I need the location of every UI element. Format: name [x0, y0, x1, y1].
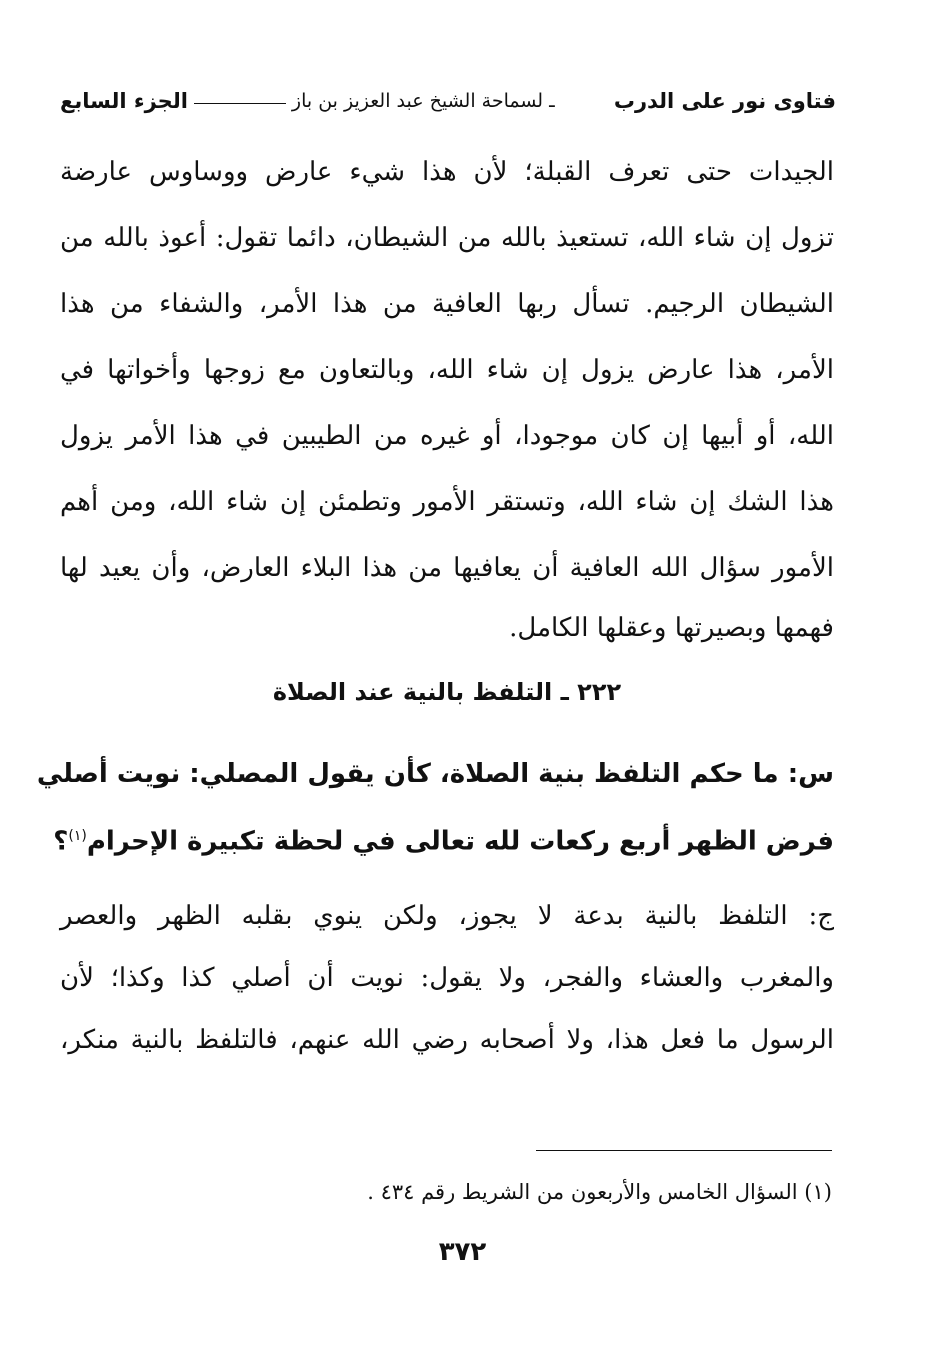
- body-line: هذا الشك إن شاء الله، وتستقر الأمور وتطمئن إن شاء الله، ومن أهم: [60, 487, 834, 517]
- footnote-separator: [536, 1150, 832, 1151]
- footnote: (١) السؤال الخامس والأربعون من الشريط رقم ٤٣٤ .: [367, 1180, 832, 1204]
- answer-line: ج: التلفظ بالنية بدعة لا يجوز، ولكن ينوي بقلبه الظهر والعصر: [60, 901, 834, 931]
- header-rule: [194, 103, 286, 104]
- answer-line: الرسول ما فعل هذا، ولا أصحابه رضي الله عنهم، فالتلفظ بالنية منكر،: [60, 1025, 834, 1055]
- question-text: فرض الظهر أربع ركعات لله تعالى في لحظة تكبيرة الإحرام: [86, 826, 834, 857]
- body-line: الجيدات حتى تعرف القبلة؛ لأن هذا شيء عارض ووساوس عارضة: [60, 157, 834, 187]
- section-title: ـ التلفظ بالنية عند الصلاة: [272, 678, 569, 706]
- body-line: الأمر، هذا عارض يزول إن شاء الله، وبالتعاون مع زوجها وأخواتها في: [60, 355, 834, 385]
- section-heading: [60, 672, 834, 712]
- running-header: [60, 84, 836, 118]
- question-line: س: ما حكم التلفظ بنية الصلاة، كأن يقول المصلي: نويت أصلي: [36, 759, 834, 789]
- answer-line: والمغرب والعشاء والفجر، ولا يقول: نويت أن أصلي كذا وكذا؛ لأن: [60, 963, 834, 993]
- author-name: ـ لسماحة الشيخ عبد العزيز بن باز: [291, 90, 555, 112]
- header-left-part: [60, 89, 559, 113]
- page-number: ٣٧٢: [438, 1237, 487, 1267]
- body-line: فهمها وبصيرتها وعقلها الكامل.: [509, 613, 834, 643]
- volume-label: الجزء السابع: [60, 89, 188, 113]
- question-mark: ؟: [53, 826, 69, 857]
- body-line: الأمور سؤال الله العافية أن يعافيها من هذا البلاء العارض، وأن يعيد لها: [60, 553, 834, 583]
- body-line: الشيطان الرجيم. تسأل ربها العافية من هذا الأمر، والشفاء من هذا: [60, 289, 834, 319]
- body-line: الله، أو أبيها إن كان موجودا، أو غيره من الطيبين في هذا الأمر يزول: [60, 421, 834, 451]
- question-line: [53, 814, 834, 858]
- section-number: ٢٢٢: [577, 678, 622, 706]
- footnote-reference: (١): [68, 828, 87, 844]
- book-title: فتاوى نور على الدرب: [613, 89, 836, 113]
- body-line: تزول إن شاء الله، تستعيذ بالله من الشيطان، دائما تقول: أعوذ بالله من: [60, 223, 834, 253]
